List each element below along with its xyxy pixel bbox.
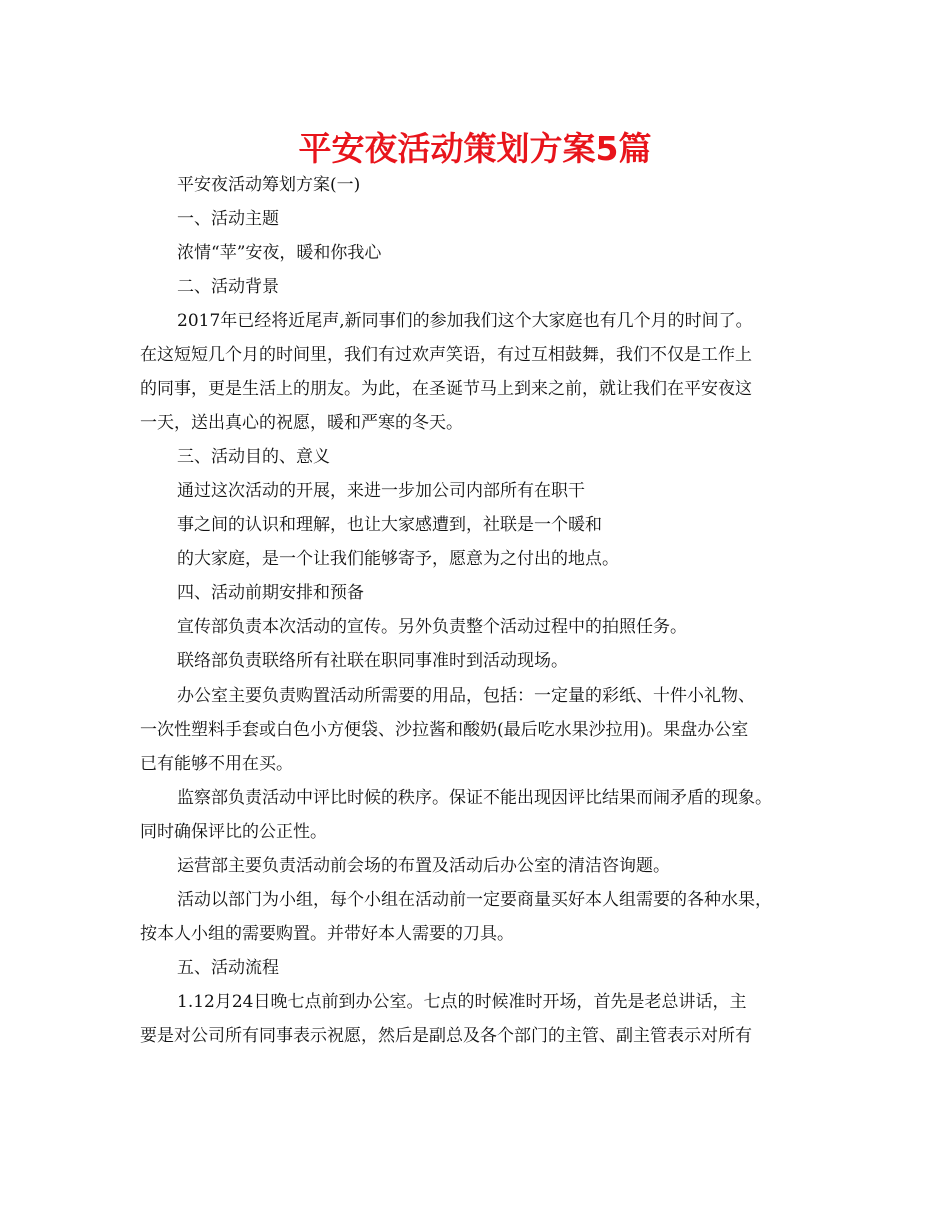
section-heading: 一、活动主题 (177, 209, 279, 229)
paragraph-line: 按本人小组的需要购置。并带好本人需要的刀具。 (140, 924, 514, 944)
paragraph-line: 的同事，更是生活上的朋友。为此，在圣诞节马上到来之前，就让我们在平安夜这 (140, 379, 752, 399)
paragraph-line: 2017年已经将近尾声,新同事们的参加我们这个大家庭也有几个月的时间了。 (177, 311, 753, 331)
paragraph-line: 监察部负责活动中评比时候的秩序。保证不能出现因评比结果而闹矛盾的现象。 (177, 788, 772, 808)
paragraph-line: 浓情“苹”安夜，暖和你我心 (177, 243, 382, 263)
paragraph-line: 在这短短几个月的时间里，我们有过欢声笑语，有过互相鼓舞，我们不仅是工作上 (140, 345, 752, 365)
paragraph-line: 一天，送出真心的祝愿，暖和严寒的冬天。 (140, 413, 463, 433)
paragraph-line: 已有能够不用在买。 (140, 754, 293, 774)
paragraph-line: 的大家庭，是一个让我们能够寄予，愿意为之付出的地点。 (177, 549, 619, 569)
section-heading: 三、活动目的、意义 (177, 447, 330, 467)
paragraph-line: 1.12月24日晚七点前到办公室。七点的时候准时开场，首先是老总讲话，主 (177, 992, 747, 1012)
section-heading: 四、活动前期安排和预备 (177, 583, 364, 603)
document-title: 平安夜活动策划方案5篇 (298, 129, 652, 168)
section-heading: 二、活动背景 (177, 277, 279, 297)
paragraph-line: 宣传部负责本次活动的宣传。另外负责整个活动过程中的拍照任务。 (177, 617, 687, 637)
paragraph-line: 一次性塑料手套或白色小方便袋、沙拉酱和酸奶(最后吃水果沙拉用)。果盘办公室 (140, 720, 749, 740)
paragraph-line: 办公室主要负责购置活动所需要的用品，包括：一定量的彩纸、十件小礼物、 (177, 686, 755, 706)
paragraph-line: 运营部主要负责活动前会场的布置及活动后办公室的清洁咨询题。 (177, 856, 670, 876)
paragraph-line: 活动以部门为小组，每个小组在活动前一定要商量买好本人组需要的各种水果， (177, 890, 772, 910)
section-heading: 五、活动流程 (177, 958, 279, 978)
paragraph-line: 要是对公司所有同事表示祝愿，然后是副总及各个部门的主管、副主管表示对所有 (140, 1026, 752, 1046)
paragraph-line: 联络部负责联络所有社联在职同事准时到活动现场。 (177, 651, 568, 671)
paragraph-line: 通过这次活动的开展，来进一步加公司内部所有在职干 (177, 481, 585, 501)
subtitle-line: 平安夜活动筹划方案(一) (177, 175, 361, 195)
paragraph-line: 事之间的认识和理解，也让大家感遭到，社联是一个暖和 (177, 515, 602, 535)
paragraph-line: 同时确保评比的公正性。 (140, 822, 327, 842)
